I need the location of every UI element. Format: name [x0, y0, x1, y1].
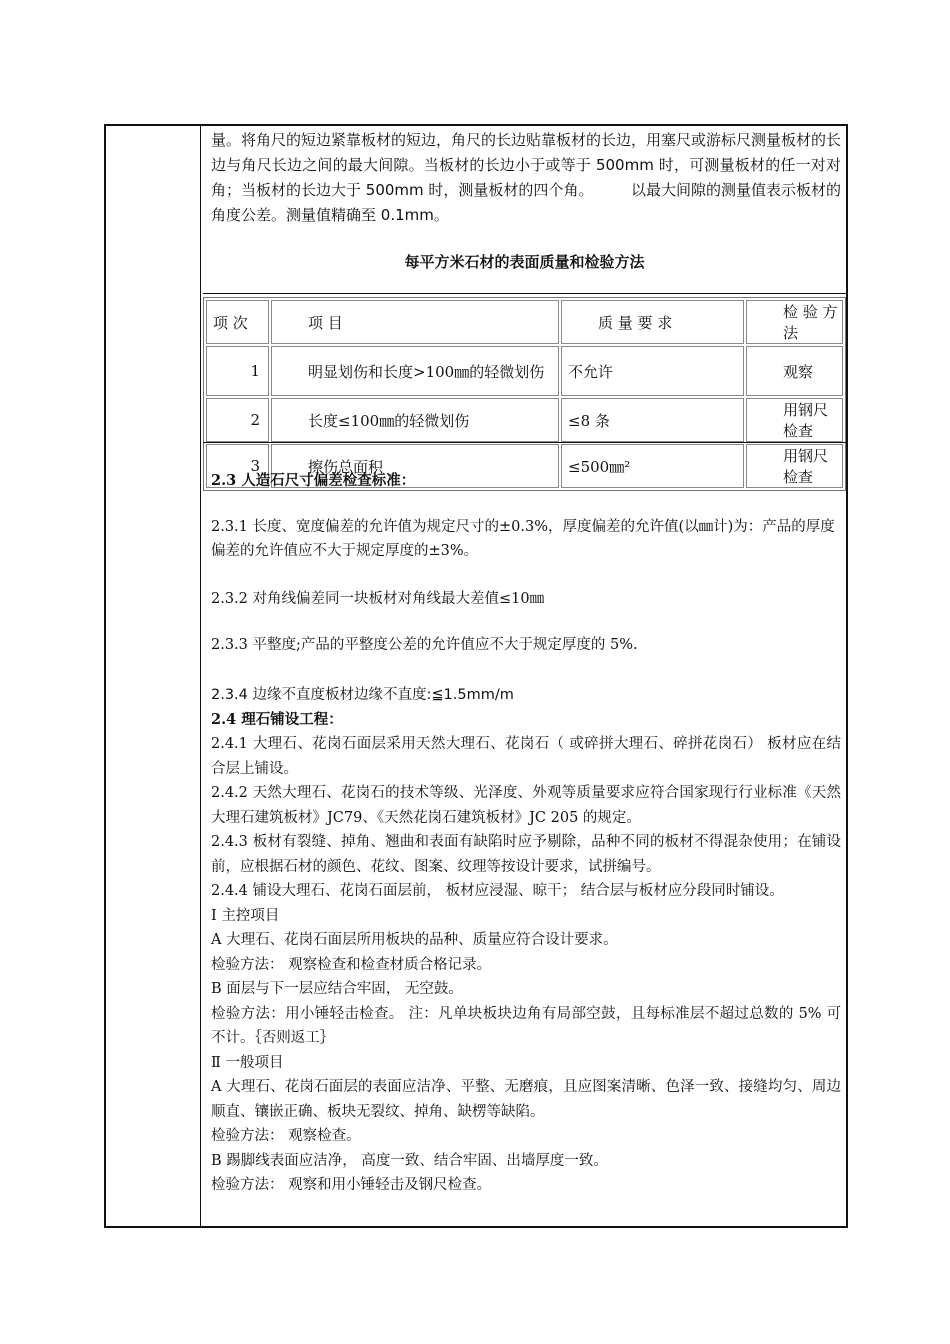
left-column — [106, 126, 201, 1226]
row-no: 2 — [206, 398, 269, 442]
table-title: 每平方米石材的表面质量和检验方法 — [404, 253, 645, 271]
section-2-4-1: 2.4.1 大理石、花岗石面层采用天然大理石、花岗石（ 或碎拼大理石、碎拼花岗石） 板材应在结合层上铺设。 — [211, 736, 841, 777]
main-control-b: B 面层与下一层应结合牢固， 无空鼓。 — [211, 981, 463, 997]
row-method: 用钢尺检查 — [746, 398, 843, 442]
row-no: 1 — [206, 346, 269, 396]
section-2-3-3: 2.3.3 平整度;产品的平整度公差的允许值应不大于规定厚度的 5%. — [211, 637, 638, 653]
main-control-b-check: 检验方法：用小锤轻击检查。 注：凡单块板块边角有局部空鼓，且每标准层不超过总数的 5% 可不计。｛否则返工｝ — [211, 1005, 841, 1046]
main-control-a: A 大理石、花岗石面层所用板块的品种、质量应符合设计要求。 — [211, 932, 618, 948]
table-row — [206, 346, 843, 396]
header-item: 项 目 — [271, 300, 559, 344]
header-method: 检 验 方 法 — [746, 300, 843, 344]
general-a-check: 检验方法： 观察检查。 — [211, 1128, 361, 1144]
row-item: 明显划伤和长度>100㎜的轻微划伤 — [271, 346, 559, 396]
quality-table — [203, 297, 846, 491]
row-requirement: ≤8 条 — [561, 398, 744, 442]
divider — [203, 293, 846, 294]
section-2-3-1: 2.3.1 长度、宽度偏差的允许值为规定尺寸的±0.3%，厚度偏差的允许值(以㎜计)为：产品的厚度偏差的允许值应不大于规定厚度的±3%。 — [211, 519, 835, 559]
table-row — [206, 398, 843, 442]
general-heading: Ⅱ 一般项目 — [211, 1054, 284, 1071]
section-2-4-title: 2.4 理石铺设工程： — [211, 710, 343, 728]
section-2-3-4: 2.3.4 边缘不直度板材边缘不直度:≦1.5mm/m — [211, 687, 514, 703]
document-frame — [104, 124, 848, 1228]
table-header-row — [206, 300, 843, 344]
section-2-4-block — [211, 683, 841, 1198]
section-2-4-2: 2.4.2 天然大理石、花岗石的技术等级、光泽度、外观等质量要求应符合国家现行行业标准《天然大理石建筑板材》JC79、《天然花岗石建筑板材》JC 205 的规定。 — [211, 785, 841, 826]
section-2-3-title: 2.3 人造石尺寸偏差检查标准： — [211, 472, 416, 489]
row-requirement: 不允许 — [561, 346, 744, 396]
intro-paragraph: 量。将角尺的短边紧靠板材的短边，角尺的长边贴靠板材的长边，用塞尺或游标尺测量板材的长边与角尺长边之间的最大间隙。当板材的长边小于或等于 500mm 时，可测量板材的任一对对角；当板材的长边大于 500mm 时，测量板材的四个角。 以最大间隙的测量值表示板材的角度公差。测量值精确至 0.1mm。 — [211, 131, 842, 224]
content-column — [203, 126, 846, 1226]
general-b-check: 检验方法： 观察和用小锤轻击及钢尺检查。 — [211, 1177, 492, 1193]
main-control-heading: Ⅰ 主控项目 — [211, 907, 280, 924]
header-no: 项 次 — [206, 300, 269, 344]
section-2-4-4: 2.4.4 铺设大理石、花岗石面层前， 板材应浸湿、晾干； 结合层与板材应分段同时铺设。 — [211, 883, 784, 899]
general-b: B 踢脚线表面应洁净， 高度一致、结合牢固、出墙厚度一致。 — [211, 1152, 608, 1169]
section-2-4-3: 2.4.3 板材有裂缝、掉角、翘曲和表面有缺陷时应予剔除，品种不同的板材不得混杂使用；在铺设前，应根据石材的颜色、花纹、图案、纹理等按设计要求，试拼编号。 — [211, 834, 841, 875]
row-item: 擦伤总面积 — [271, 444, 559, 488]
row-method: 用钢尺检查 — [746, 444, 843, 488]
row-item: 长度≤100㎜的轻微划伤 — [271, 398, 559, 442]
section-2-3-2: 2.3.2 对角线偏差同一块板材对角线最大差值≤10㎜ — [211, 591, 545, 607]
general-a: A 大理石、花岗石面层的表面应洁净、平整、无磨痕，且应图案清晰、色泽一致、接缝均匀、周边顺直、镶嵌正确、板块无裂纹、掉角、缺楞等缺陷。 — [211, 1079, 841, 1120]
row-method: 观察 — [746, 346, 843, 396]
divider — [203, 442, 846, 443]
row-no: 3 — [206, 444, 269, 488]
row-requirement: ≤500㎜² — [561, 444, 744, 488]
header-requirement: 质 量 要 求 — [561, 300, 744, 344]
main-control-a-check: 检验方法： 观察检查和检查材质合格记录。 — [211, 956, 492, 973]
